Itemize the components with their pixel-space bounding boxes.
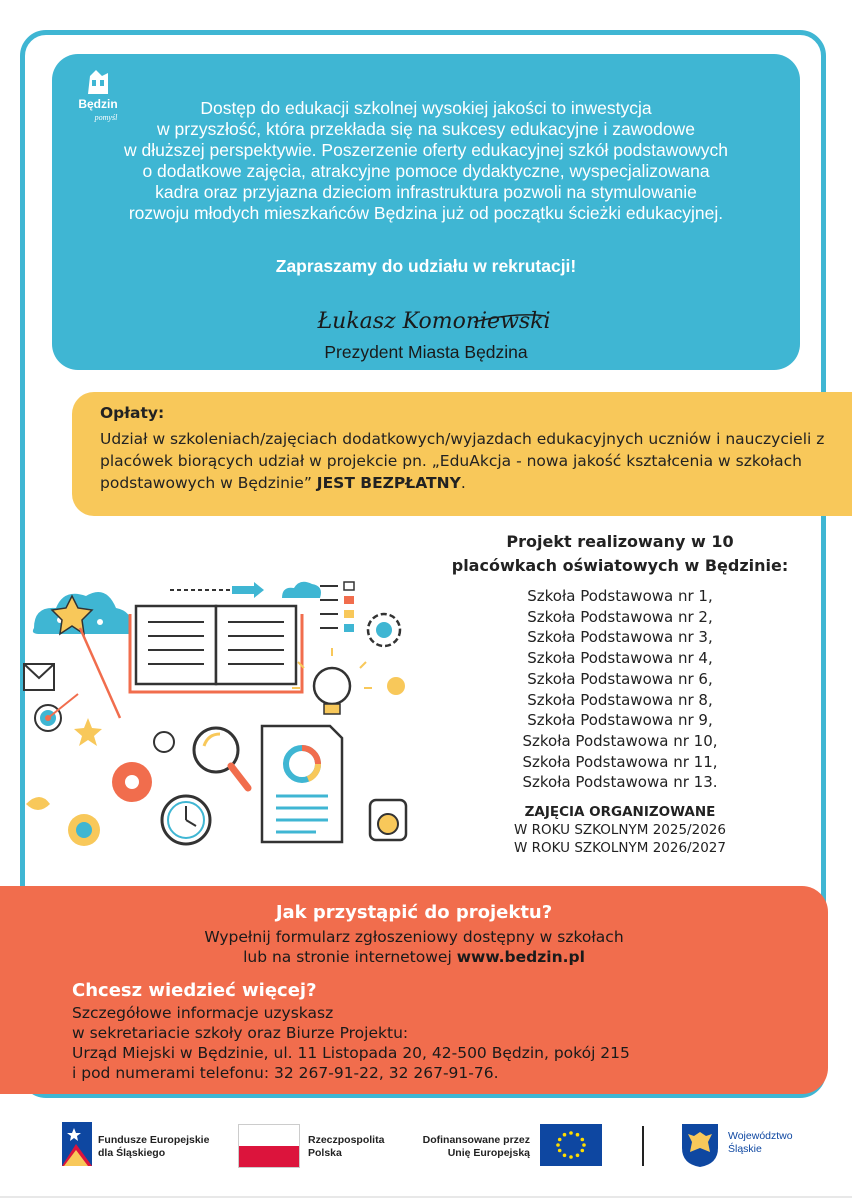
contact-panel xyxy=(0,886,828,1094)
list-item: Szkoła Podstawowa nr 3, xyxy=(527,628,713,647)
svg-text:pomyśl: pomyśl xyxy=(94,113,118,122)
list-item: Szkoła Podstawowa nr 4, xyxy=(527,649,713,668)
schools-list xyxy=(420,586,820,793)
school-year: W ROKU SZKOLNYM 2026/2027 xyxy=(514,840,726,857)
project-title: Projekt realizowany w 10 placówkach oświatowych w Będzinie: xyxy=(451,532,789,575)
red-gear-icon xyxy=(112,732,174,802)
recruitment-invitation: Zapraszamy do udziału w rekrutacji! xyxy=(275,256,577,276)
list-item: Szkoła Podstawowa nr 11, xyxy=(522,752,718,771)
list-item: Szkoła Podstawowa nr 6, xyxy=(527,669,713,688)
bottom-divider xyxy=(0,1196,852,1198)
intro-panel xyxy=(52,54,800,370)
mayor-signature xyxy=(314,288,554,348)
svg-text:Będzin: Będzin xyxy=(78,97,118,111)
info-title: Chcesz wiedzieć więcej? xyxy=(72,980,317,1001)
leaf-icon xyxy=(26,797,50,810)
small-cloud-icon xyxy=(282,582,321,598)
yellow-gear-icon xyxy=(68,814,100,846)
coin-icon xyxy=(387,677,405,695)
small-star-icon xyxy=(74,718,102,746)
website-link[interactable]: www.bedzin.pl xyxy=(456,948,585,966)
book-icon xyxy=(130,606,302,692)
envelope-icon xyxy=(24,664,54,690)
school-year: W ROKU SZKOLNYM 2025/2026 xyxy=(514,822,726,839)
eu-flag-icon xyxy=(540,1124,602,1166)
lightbulb-icon xyxy=(292,648,372,714)
fees-text: Udział w szkoleniach/zajęciach dodatkowych/wyjazdach edukacyjnych uczniów i nauczycieli z placówek biorących udział w projekcie pn. „EduAkcja - nowa jakość kształcenia w szkołach podstawowych w Będzinie” JEST BEZPŁATNY. xyxy=(100,430,825,492)
list-item: Szkoła Podstawowa nr 8, xyxy=(527,690,713,709)
list-item: Szkoła Podstawowa nr 1, xyxy=(527,587,713,605)
clock-icon xyxy=(162,796,210,844)
list-item: Szkoła Podstawowa nr 10, xyxy=(522,731,718,750)
free-emphasis: JEST BEZPŁATNY xyxy=(316,474,461,492)
join-title: Jak przystąpić do projektu? xyxy=(275,902,553,923)
project-schools xyxy=(420,530,820,857)
funding-footer xyxy=(0,1112,852,1192)
poland-label: Rzeczpospolita Polska xyxy=(308,1134,385,1159)
target-icon xyxy=(35,694,78,731)
silesia-label: Województwo Śląskie xyxy=(728,1130,793,1155)
document-icon xyxy=(262,726,342,842)
fees-title: Opłaty: xyxy=(100,404,165,422)
list-item: Szkoła Podstawowa nr 2, xyxy=(527,607,713,626)
footer-divider xyxy=(642,1126,644,1166)
silesia-coat-of-arms xyxy=(680,1122,720,1168)
mayor-title: Prezydent Miasta Będzina xyxy=(324,342,528,362)
education-illustration xyxy=(20,568,420,868)
svg-text:Łukasz Komoniewski: Łukasz Komoniewski xyxy=(317,309,551,334)
magnifier-icon xyxy=(194,728,248,788)
info-line: Urząd Miejski w Będzinie, ul. 11 Listopada 20, 42-500 Będzin, pokój 215 xyxy=(72,1044,630,1062)
organized-title: ZAJĘCIA ORGANIZOWANE xyxy=(524,804,716,821)
info-line: w sekretariacie szkoły oraz Biurze Projektu: xyxy=(72,1024,409,1042)
join-website-line: lub na stronie internetowej www.bedzin.pl xyxy=(243,948,585,966)
eu-cofinance-label: Dofinansowane przez Unię Europejską xyxy=(422,1134,530,1159)
fees-panel xyxy=(72,392,852,516)
info-line: i pod numerami telefonu: 32 267-91-22, 32 267-91-76. xyxy=(72,1064,499,1082)
info-line: Szczegółowe informacje uzyskasz xyxy=(72,1004,334,1022)
european-funds-logo xyxy=(62,1122,92,1166)
camera-icon xyxy=(370,800,406,840)
gear-icon xyxy=(368,614,400,646)
list-item: Szkoła Podstawowa nr 13. xyxy=(522,773,718,792)
poland-flag-icon xyxy=(238,1124,300,1168)
arrow-icon xyxy=(170,582,264,598)
european-funds-label: Fundusze Europejskie dla Śląskiego xyxy=(98,1134,210,1159)
checklist-icon xyxy=(320,582,354,632)
join-instruction: Wypełnij formularz zgłoszeniowy dostępny w szkołach xyxy=(204,928,624,946)
intro-text: Dostęp do edukacji szkolnej wysokiej jakości to inwestycja w przyszłość, która przekłada się na sukcesy edukacyjne i zawodowe w dłuższej perspektywie. Poszerzenie oferty edukacyjnej szkół podstawowych o dodatkowe zajęcia, atrakcyjne pomoce dydaktyczne, wyspecjalizowana kadra oraz przyjazna dzieciom infrastruktura pozwoli na stymulowanie rozwoju młodych mieszkańców Będzina już od początku ścieżki edukacyjnej. xyxy=(123,98,729,223)
list-item: Szkoła Podstawowa nr 9, xyxy=(527,711,713,730)
